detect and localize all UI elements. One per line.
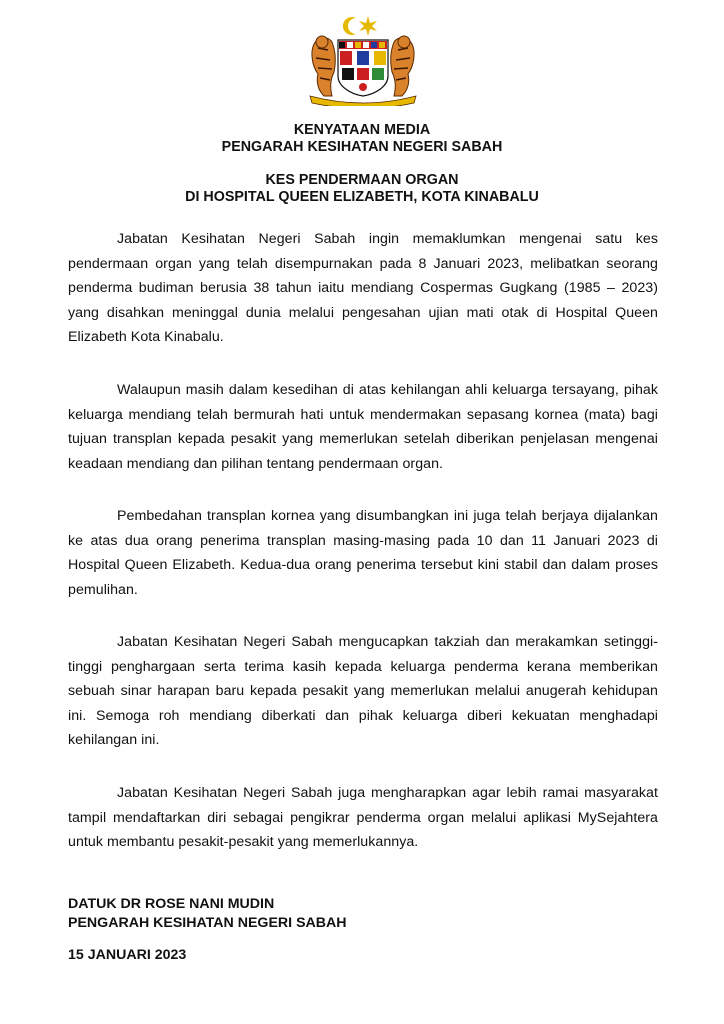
signatory-name: DATUK DR ROSE NANI MUDIN <box>68 896 275 912</box>
federal-star-icon <box>359 16 377 36</box>
statement-type: KENYATAAN MEDIA <box>293 122 431 138</box>
statement-title-block <box>0 122 724 156</box>
signature-block <box>68 895 347 933</box>
subject-line-2: DI HOSPITAL QUEEN ELIZABETH, KOTA KINABALU <box>185 189 539 205</box>
shield-icon <box>338 40 388 96</box>
body-paragraph-5: Jabatan Kesihatan Negeri Sabah juga mengharapkan agar lebih ramai masyarakat tampil mendaftarkan diri sebagai pengikrar penderma organ melalui aplikasi MySejahtera untuk membantu pesakit-pesakit yang memerlukannya. <box>68 785 658 850</box>
subject-line-1: KES PENDERMAAN ORGAN <box>265 172 459 188</box>
body-paragraph-1: Jabatan Kesihatan Negeri Sabah ingin memaklumkan mengenai satu kes pendermaan organ yang telah disempurnakan pada 8 Januari 2023, melibatkan seorang penderma budiman berusia 38 tahun iaitu mendiang Cospermas Gugkang (1985 – 2023) yang disahkan meninggal dunia melalui pengesahan ujian mati otak di Hospital Queen Elizabeth Kota Kinabalu. <box>68 231 658 345</box>
left-tiger-icon <box>312 36 335 96</box>
body-paragraph-4: Jabatan Kesihatan Negeri Sabah mengucapkan takziah dan merakamkan setinggi-tinggi penghargaan serta terima kasih kepada keluarga penderma kerana memberikan sebuah sinar harapan baru kepada pesakit yang memerlukan melalui anugerah kehidupan ini. Semoga roh mendiang diberkati dan pihak keluarga diberi kekuatan menghadapi kehilangan ini. <box>68 634 658 748</box>
issuer-title: PENGARAH KESIHATAN NEGERI SABAH <box>221 139 503 155</box>
signatory-position: PENGARAH KESIHATAN NEGERI SABAH <box>68 915 347 931</box>
right-tiger-icon <box>391 36 414 96</box>
body-paragraph-2: Walaupun masih dalam kesedihan di atas kehilangan ahli keluarga tersayang, pihak keluarga mendiang telah bermurah hati untuk mendermakan sepasang kornea (mata) bagi tujuan transplan kepada pesakit yang memerlukan setelah diberikan penjelasan mengenai keadaan mendiang dan pilihan tentang pendermaan organ. <box>68 382 658 472</box>
body-paragraph-3: Pembedahan transplan kornea yang disumbangkan ini juga telah berjaya dijalankan ke atas dua orang penerima transplan masing-masing pada 10 dan 11 Januari 2023 di Hospital Queen Elizabeth. Kedua-dua orang penerima tersebut kini stabil dan dalam proses pemulihan. <box>68 508 658 598</box>
malaysia-coat-of-arms-logo <box>306 14 420 106</box>
statement-date: 15 JANUARI 2023 <box>68 947 187 963</box>
motto-ribbon <box>310 96 416 106</box>
statement-subject-block <box>0 172 724 206</box>
